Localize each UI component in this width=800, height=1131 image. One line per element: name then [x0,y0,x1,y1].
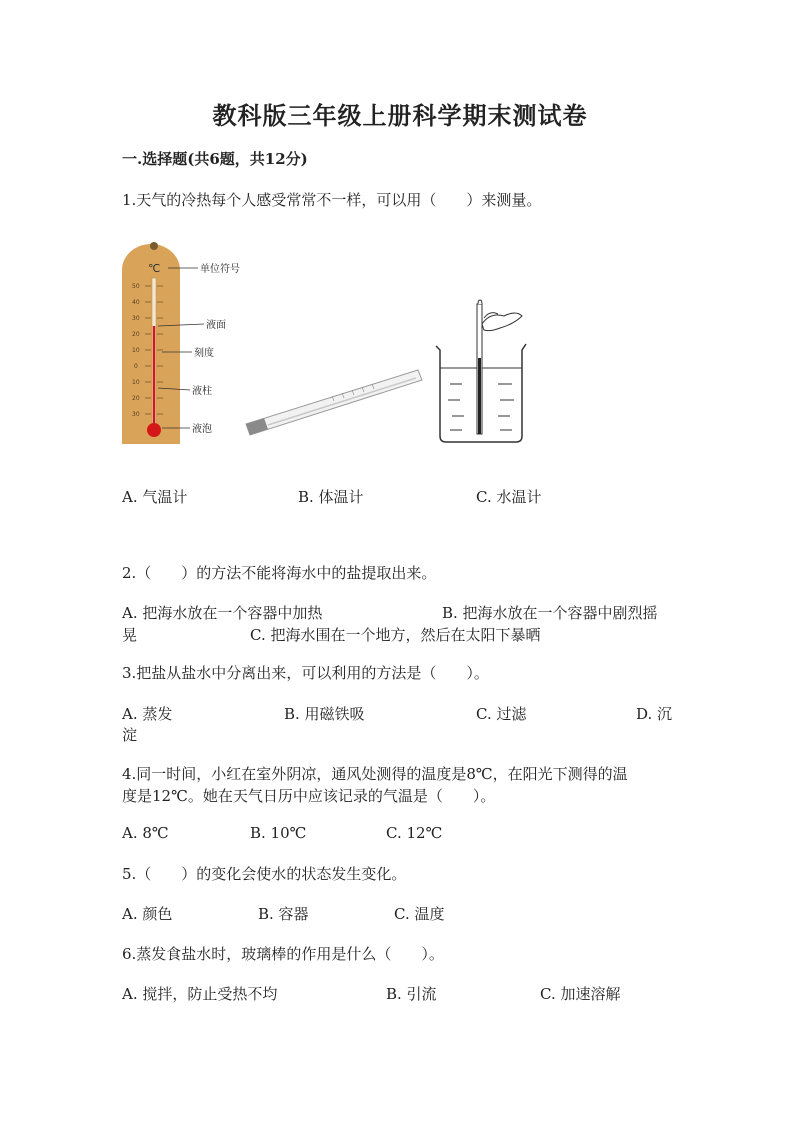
q3-option-c[interactable]: C. 过滤 [476,705,527,723]
q1-option-b[interactable]: B. 体温计 [298,488,364,506]
scale-tick: 0 [134,363,138,370]
q2-option-b[interactable]: B. 把海水放在一个容器中剧烈摇 [442,604,658,622]
q1-option-a[interactable]: A. 气温计 [122,488,188,506]
label-liquid-column: 液柱 [192,386,212,397]
scale-tick: 30 [132,411,140,418]
question-6-stem: 6.蒸发食盐水时，玻璃棒的作用是什么（ ）。 [122,945,444,963]
q2-option-b-wrap: 晃 [122,626,138,644]
label-liquid-surface: 液面 [206,320,226,331]
q2-option-a[interactable]: A. 把海水放在一个容器中加热 [122,604,323,622]
q6-option-a[interactable]: A. 搅拌，防止受热不均 [122,985,278,1003]
label-unit-symbol: 单位符号 [200,264,240,275]
q4-option-a[interactable]: A. 8℃ [122,824,169,842]
question-4-stem: 4.同一时间，小红在室外阴凉，通风处测得的温度是8℃，在阳光下测得的温 [122,765,628,783]
q4-option-b[interactable]: B. 10℃ [250,824,307,842]
question-3-stem: 3.把盐从盐水中分离出来，可以利用的方法是（ ）。 [122,664,489,682]
q6-option-c[interactable]: C. 加速溶解 [540,985,621,1003]
q5-option-c[interactable]: C. 温度 [394,905,445,923]
page-title: 教科版三年级上册科学期末测试卷 [212,101,588,130]
clinical-thermometer-image [246,370,422,435]
water-thermometer-image [436,300,526,442]
question-2-stem: 2.（ ）的方法不能将海水中的盐提取出来。 [122,564,437,582]
scale-tick: 20 [132,395,140,402]
label-scale: 刻度 [194,348,214,359]
scale-tick: 50 [132,283,140,290]
scale-tick: 10 [132,379,140,386]
q3-option-a[interactable]: A. 蒸发 [122,705,173,723]
q6-option-b[interactable]: B. 引流 [386,985,437,1003]
q2-option-c[interactable]: C. 把海水围在一个地方，然后在太阳下暴晒 [250,626,541,644]
air-thermometer-image [122,242,240,444]
celsius-symbol: ℃ [148,262,161,275]
scale-tick: 30 [132,315,140,322]
question-5-stem: 5.（ ）的变化会使水的状态发生变化。 [122,865,407,883]
question-4-stem-line2: 度是12℃。她在天气日历中应该记录的气温是（ ）。 [122,787,496,805]
q4-option-c[interactable]: C. 12℃ [386,824,443,842]
q5-option-b[interactable]: B. 容器 [258,905,309,923]
scale-tick: 20 [132,331,140,338]
q3-option-b[interactable]: B. 用磁铁吸 [284,705,365,723]
section-heading: 一.选择题(共6题，共12分) [122,150,308,168]
scale-tick: 40 [132,299,140,306]
q3-option-d[interactable]: D. 沉 [636,705,673,723]
question-1-figure [118,238,528,450]
question-1-stem: 1.天气的冷热每个人感受常常不一样，可以用（ ）来测量。 [122,191,542,209]
label-liquid-bulb: 液泡 [192,424,212,435]
q1-option-c[interactable]: C. 水温计 [476,488,542,506]
q3-option-d-wrap: 淀 [122,726,138,744]
q5-option-a[interactable]: A. 颜色 [122,905,173,923]
scale-tick: 10 [132,347,140,354]
